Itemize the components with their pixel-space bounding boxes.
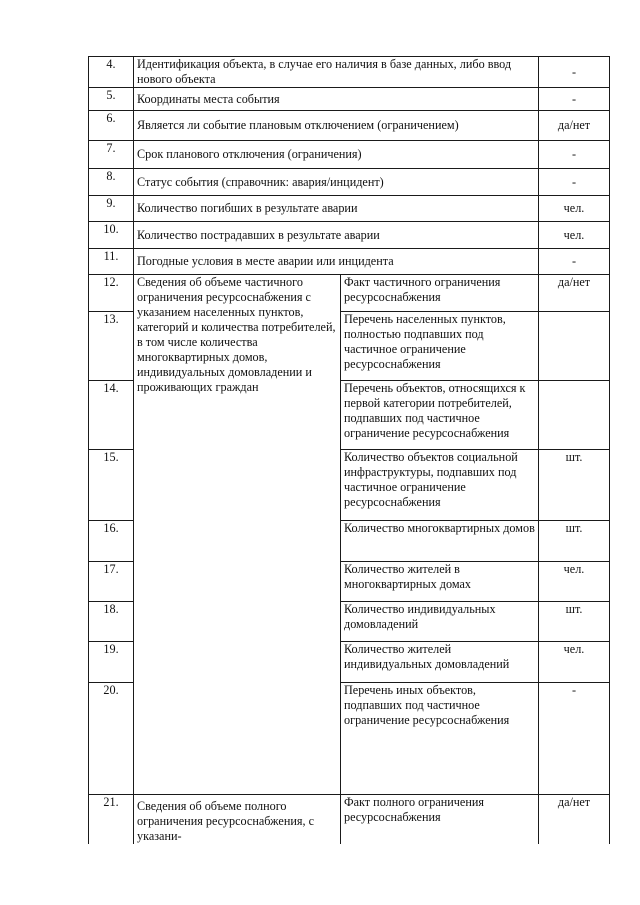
row-number: 14. [89, 381, 134, 450]
row-number: 20. [89, 683, 134, 795]
row-description: Количество погибших в результате аварии [134, 196, 539, 222]
row-unit: - [539, 57, 610, 88]
row-description: Перечень иных объектов, подпавших под частичное ограничение ресурсоснабжения [341, 683, 539, 795]
row-unit: чел. [539, 642, 610, 683]
row-description: Количество жителей в многоквартирных домах [341, 562, 539, 602]
row-description: Перечень объектов, относящихся к первой категории потребителей, подпавших под частичное ограничение ресурсоснабжения [341, 381, 539, 450]
table-row [89, 169, 610, 196]
row-description: Количество жителей индивидуальных домовладений [341, 642, 539, 683]
row-number: 9. [89, 196, 134, 222]
row-unit: чел. [539, 196, 610, 222]
row-number: 6. [89, 111, 134, 141]
row-description: Является ли событие плановым отключением (ограничением) [134, 111, 539, 141]
row-unit: чел. [539, 562, 610, 602]
row-description: Факт частичного ограничения ресурсоснабжения [341, 275, 539, 312]
row-number: 12. [89, 275, 134, 312]
row-number: 8. [89, 169, 134, 196]
row-number: 7. [89, 141, 134, 169]
row-number: 10. [89, 222, 134, 249]
table-row [89, 57, 610, 88]
row-unit: шт. [539, 521, 610, 562]
row-unit: - [539, 88, 610, 111]
row-number: 21. [89, 795, 134, 845]
row-description: Координаты места события [134, 88, 539, 111]
row-description: Погодные условия в месте аварии или инцидента [134, 249, 539, 275]
table-row [89, 249, 610, 275]
row-number: 16. [89, 521, 134, 562]
full-restriction-group-label: Сведения об объеме полного ограничения ресурсоснабжения, с указани- [134, 795, 341, 845]
row-unit: - [539, 169, 610, 196]
row-unit: шт. [539, 450, 610, 521]
row-unit: чел. [539, 222, 610, 249]
row-number: 15. [89, 450, 134, 521]
row-unit [539, 381, 610, 450]
row-number: 17. [89, 562, 134, 602]
row-unit: да/нет [539, 111, 610, 141]
table-row [89, 196, 610, 222]
row-unit: да/нет [539, 795, 610, 845]
row-number: 5. [89, 88, 134, 111]
table-row [89, 111, 610, 141]
parameters-table [88, 56, 610, 844]
row-unit: - [539, 249, 610, 275]
row-number: 18. [89, 602, 134, 642]
table-row [89, 88, 610, 111]
partial-restriction-group-label: Сведения об объеме частичного ограничения ресурсоснабжения с указанием населенных пунктов, категорий и количества потребителей, в том числе количества многоквартирных домов, индивидуальных домовладении и проживающих граждан [134, 275, 341, 795]
table-row [89, 222, 610, 249]
row-description: Статус события (справочник: авария/инцидент) [134, 169, 539, 196]
table-row [89, 275, 610, 312]
row-description: Идентификация объекта, в случае его наличия в базе данных, либо ввод нового объекта [134, 57, 539, 88]
row-number: 19. [89, 642, 134, 683]
row-description: Количество пострадавших в результате аварии [134, 222, 539, 249]
table-row [89, 795, 610, 845]
row-number: 13. [89, 312, 134, 381]
row-description: Перечень населенных пунктов, полностью подпавших под частичное ограничение ресурсоснабжения [341, 312, 539, 381]
row-description: Количество объектов социальной инфраструктуры, подпавших под частичное ограничение ресурсоснабжения [341, 450, 539, 521]
row-unit: - [539, 683, 610, 795]
table-row [89, 141, 610, 169]
row-unit: да/нет [539, 275, 610, 312]
row-number: 4. [89, 57, 134, 88]
row-unit: - [539, 141, 610, 169]
row-description: Факт полного ограничения ресурсоснабжения [341, 795, 539, 845]
row-unit [539, 312, 610, 381]
row-number: 11. [89, 249, 134, 275]
row-description: Количество многоквартирных домов [341, 521, 539, 562]
row-description: Количество индивидуальных домовладений [341, 602, 539, 642]
row-description: Срок планового отключения (ограничения) [134, 141, 539, 169]
row-unit: шт. [539, 602, 610, 642]
